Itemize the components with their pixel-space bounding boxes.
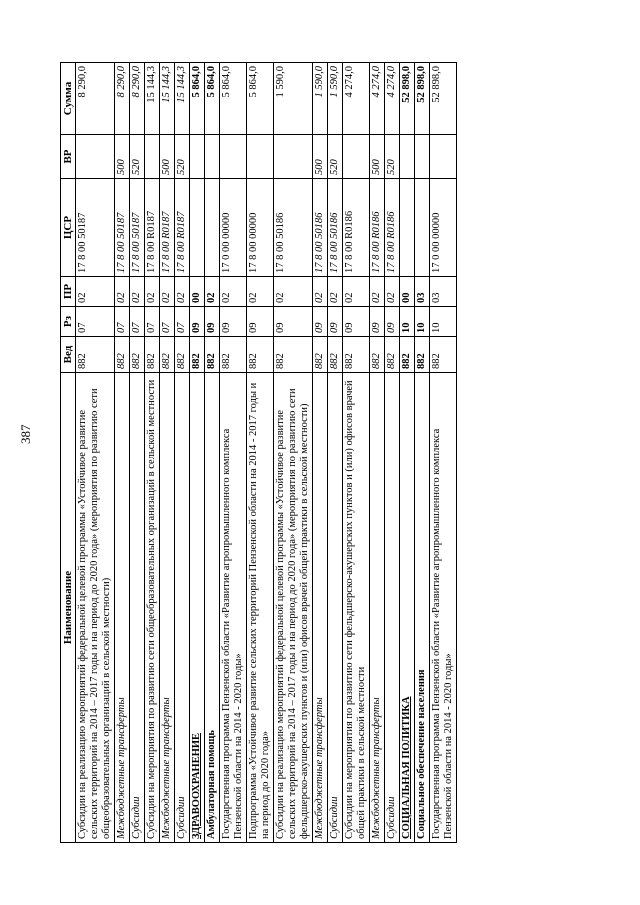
table-row — [76, 63, 115, 843]
cell-csr: 17 8 00 50186 — [313, 179, 328, 277]
cell-pr: 02 — [160, 277, 175, 307]
cell-name: Государственная программа Пензенской области «Развитие агропромышленного комплекса Пензенской области на 2014 - 2020 годы» — [220, 373, 247, 843]
cell-vr — [76, 135, 115, 179]
cell-rz: 10 — [415, 307, 430, 337]
header-vr: ВР — [61, 135, 76, 179]
cell-vr — [205, 135, 220, 179]
cell-rz: 09 — [343, 307, 370, 337]
table-row — [415, 63, 430, 843]
cell-pr: 00 — [190, 277, 205, 307]
cell-csr — [205, 179, 220, 277]
cell-name: Субсидии — [175, 373, 190, 843]
cell-csr: 17 8 00 50187 — [76, 179, 115, 277]
cell-rz: 10 — [430, 307, 457, 337]
table-header-row — [61, 63, 76, 843]
cell-pr: 00 — [400, 277, 415, 307]
cell-sum: 4 274,0 — [385, 63, 400, 135]
cell-ved: 882 — [430, 337, 457, 373]
cell-rz: 10 — [400, 307, 415, 337]
table-row — [385, 63, 400, 843]
cell-sum: 15 144,3 — [175, 63, 190, 135]
cell-pr: 03 — [430, 277, 457, 307]
cell-sum: 8 290,0 — [76, 63, 115, 135]
cell-sum: 4 274,0 — [370, 63, 385, 135]
cell-vr: 520 — [328, 135, 343, 179]
cell-vr — [274, 135, 313, 179]
table-row — [247, 63, 274, 843]
cell-sum: 5 864,0 — [247, 63, 274, 135]
cell-ved: 882 — [274, 337, 313, 373]
cell-ved: 882 — [328, 337, 343, 373]
cell-name: Межбюджетные трансферты — [313, 373, 328, 843]
cell-pr: 02 — [370, 277, 385, 307]
cell-csr — [190, 179, 205, 277]
cell-ved: 882 — [313, 337, 328, 373]
table-row — [328, 63, 343, 843]
cell-pr: 02 — [220, 277, 247, 307]
cell-sum: 5 864,0 — [220, 63, 247, 135]
cell-rz: 09 — [205, 307, 220, 337]
cell-sum: 15 144,3 — [145, 63, 160, 135]
cell-name: Подпрограмма «Устойчивое развитие сельских территорий Пензенской области на 2014 - 2017 годы и на период до 2020 года» — [247, 373, 274, 843]
cell-ved: 882 — [130, 337, 145, 373]
cell-vr — [190, 135, 205, 179]
cell-sum: 1 590,0 — [274, 63, 313, 135]
cell-vr: 500 — [370, 135, 385, 179]
cell-ved: 882 — [220, 337, 247, 373]
cell-vr: 520 — [385, 135, 400, 179]
cell-sum: 8 290,0 — [115, 63, 130, 135]
cell-name: СОЦИАЛЬНАЯ ПОЛИТИКА — [400, 373, 415, 843]
cell-pr: 02 — [115, 277, 130, 307]
table-row — [220, 63, 247, 843]
cell-vr — [247, 135, 274, 179]
cell-name: Межбюджетные трансферты — [115, 373, 130, 843]
cell-name: Субсидии — [385, 373, 400, 843]
cell-rz: 09 — [274, 307, 313, 337]
cell-pr: 02 — [205, 277, 220, 307]
table-row — [400, 63, 415, 843]
cell-csr: 17 8 00 R0187 — [160, 179, 175, 277]
cell-name: Субсидии — [130, 373, 145, 843]
table-row — [274, 63, 313, 843]
cell-pr: 02 — [274, 277, 313, 307]
cell-rz: 07 — [130, 307, 145, 337]
cell-name: Субсидии на мероприятия по развитию сети фельдшерско-акушерских пунктов и (или) офисов врачей общей практики в сельской местности — [343, 373, 370, 843]
cell-name: Субсидии — [328, 373, 343, 843]
cell-rz: 07 — [175, 307, 190, 337]
header-sum: Сумма — [61, 63, 76, 135]
table-body — [76, 63, 457, 843]
cell-csr: 17 8 00 R0186 — [385, 179, 400, 277]
cell-csr: 17 8 00 50186 — [274, 179, 313, 277]
cell-name: Социальное обеспечение населения — [415, 373, 430, 843]
header-pr: ПР — [61, 277, 76, 307]
cell-ved: 882 — [343, 337, 370, 373]
cell-sum: 5 864,0 — [190, 63, 205, 135]
cell-vr: 500 — [313, 135, 328, 179]
cell-csr — [415, 179, 430, 277]
cell-ved: 882 — [205, 337, 220, 373]
cell-pr: 02 — [130, 277, 145, 307]
cell-name: Субсидии на реализацию мероприятий федеральной целевой программы «Устойчивое развитие сельских территорий на 2014 – 2017 годы и на период до 2020 года» (мероприятия по развитию сети фельдшерско-акушерских пунктов и (или) офисов врачей общей практики в сельской местности) — [274, 373, 313, 843]
table-row — [190, 63, 205, 843]
cell-csr: 17 8 00 50187 — [115, 179, 130, 277]
cell-sum: 4 274,0 — [343, 63, 370, 135]
cell-name: Государственная программа Пензенской области «Развитие агропромышленного комплекса Пензенской области на 2014 - 2020 годы» — [430, 373, 457, 843]
cell-vr: 500 — [115, 135, 130, 179]
cell-csr: 17 8 00 R0187 — [145, 179, 160, 277]
cell-pr: 02 — [328, 277, 343, 307]
cell-rz: 09 — [220, 307, 247, 337]
cell-vr — [220, 135, 247, 179]
cell-vr — [343, 135, 370, 179]
header-name: Наименование — [61, 373, 76, 843]
cell-ved: 882 — [190, 337, 205, 373]
header-ved: Вед — [61, 337, 76, 373]
cell-sum: 52 898,0 — [415, 63, 430, 135]
cell-ved: 882 — [76, 337, 115, 373]
budget-table-container — [60, 63, 560, 843]
cell-pr: 02 — [145, 277, 160, 307]
table-row — [145, 63, 160, 843]
cell-sum: 5 864,0 — [205, 63, 220, 135]
cell-vr: 500 — [160, 135, 175, 179]
cell-ved: 882 — [160, 337, 175, 373]
header-csr: ЦСР — [61, 179, 76, 277]
budget-table — [60, 62, 457, 843]
cell-csr: 17 8 00 R0186 — [370, 179, 385, 277]
cell-pr: 02 — [247, 277, 274, 307]
cell-name: Межбюджетные трансферты — [370, 373, 385, 843]
cell-vr — [430, 135, 457, 179]
table-row — [343, 63, 370, 843]
cell-name: Амбулаторная помощь — [205, 373, 220, 843]
cell-name: Межбюджетные трансферты — [160, 373, 175, 843]
cell-rz: 09 — [328, 307, 343, 337]
table-row — [370, 63, 385, 843]
cell-name: Субсидии на реализацию мероприятий федеральной целевой программы «Устойчивое развитие сельских территорий на 2014 – 2017 годы и на период до 2020 года» (мероприятия по развитию сети общеобразовательных организаций в сельской местности) — [76, 373, 115, 843]
cell-csr: 17 8 00 R0187 — [175, 179, 190, 277]
cell-vr — [415, 135, 430, 179]
cell-name: Субсидии на мероприятия по развитию сети общеобразовательных организаций в сельской местности — [145, 373, 160, 843]
cell-ved: 882 — [385, 337, 400, 373]
cell-csr: 17 8 00 50187 — [130, 179, 145, 277]
cell-vr — [145, 135, 160, 179]
table-row — [205, 63, 220, 843]
cell-sum: 52 898,0 — [430, 63, 457, 135]
cell-rz: 09 — [247, 307, 274, 337]
cell-pr: 02 — [385, 277, 400, 307]
table-row — [430, 63, 457, 843]
page-number: 387 — [18, 424, 33, 444]
cell-csr: 17 0 00 00000 — [220, 179, 247, 277]
cell-ved: 882 — [370, 337, 385, 373]
cell-ved: 882 — [400, 337, 415, 373]
cell-vr — [400, 135, 415, 179]
cell-csr: 17 8 00 R0186 — [343, 179, 370, 277]
cell-rz: 09 — [370, 307, 385, 337]
cell-ved: 882 — [247, 337, 274, 373]
cell-sum: 1 590,0 — [328, 63, 343, 135]
table-row — [115, 63, 130, 843]
cell-rz: 07 — [145, 307, 160, 337]
table-row — [130, 63, 145, 843]
cell-csr: 17 8 00 00000 — [247, 179, 274, 277]
cell-sum: 52 898,0 — [400, 63, 415, 135]
cell-csr: 17 0 00 00000 — [430, 179, 457, 277]
cell-ved: 882 — [115, 337, 130, 373]
cell-csr — [400, 179, 415, 277]
table-row — [313, 63, 328, 843]
cell-rz: 09 — [190, 307, 205, 337]
cell-ved: 882 — [145, 337, 160, 373]
cell-ved: 882 — [175, 337, 190, 373]
header-rz: Рз — [61, 307, 76, 337]
cell-vr: 520 — [175, 135, 190, 179]
cell-pr: 02 — [313, 277, 328, 307]
cell-sum: 8 290,0 — [130, 63, 145, 135]
cell-pr: 02 — [76, 277, 115, 307]
cell-name: ЗДРАВООХРАНЕНИЕ — [190, 373, 205, 843]
cell-sum: 15 144,3 — [160, 63, 175, 135]
cell-sum: 1 590,0 — [313, 63, 328, 135]
cell-csr: 17 8 00 50186 — [328, 179, 343, 277]
cell-rz: 09 — [385, 307, 400, 337]
cell-rz: 09 — [313, 307, 328, 337]
cell-vr: 520 — [130, 135, 145, 179]
cell-rz: 07 — [115, 307, 130, 337]
table-row — [175, 63, 190, 843]
table-row — [160, 63, 175, 843]
cell-ved: 882 — [415, 337, 430, 373]
cell-rz: 07 — [160, 307, 175, 337]
cell-pr: 02 — [343, 277, 370, 307]
cell-pr: 03 — [415, 277, 430, 307]
cell-rz: 07 — [76, 307, 115, 337]
cell-pr: 02 — [175, 277, 190, 307]
